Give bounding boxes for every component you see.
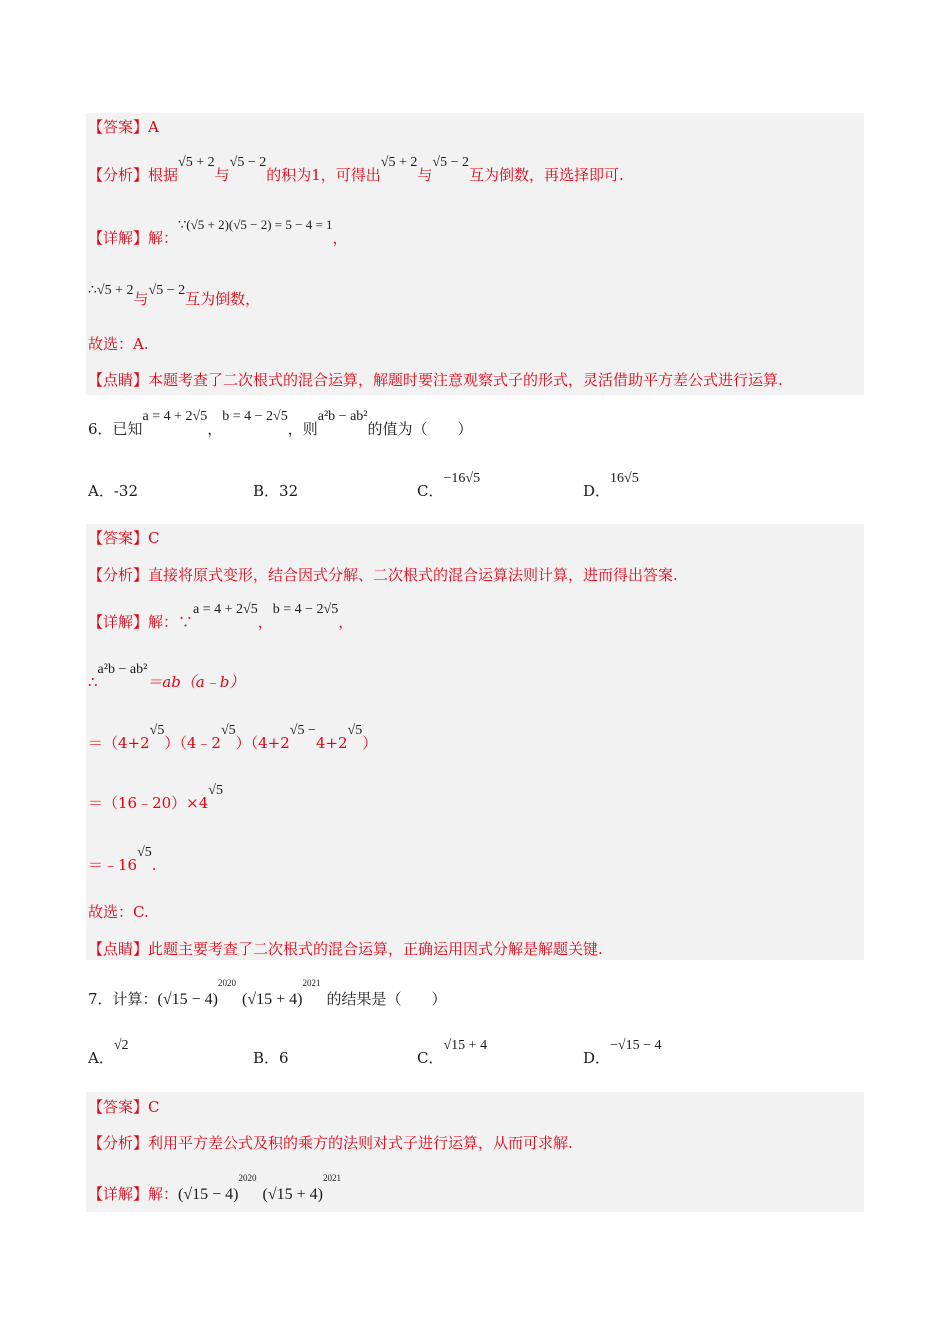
- q6-option-a: [88, 481, 138, 501]
- math-expr: √5 − 2: [148, 283, 186, 298]
- math-expr: (√15 − 4): [157, 991, 219, 1008]
- detail-text: 互为倒数，: [185, 290, 261, 308]
- q6-option-b: [253, 481, 298, 501]
- math-expr: √5 + 2: [178, 155, 215, 170]
- detail-text: 解：∵: [148, 613, 194, 631]
- analysis-text: 利用平方差公式及积的乘方的法则对式子进行运算，从而可求解.: [148, 1134, 573, 1152]
- q6-analysis: [88, 565, 678, 585]
- option-label: B．: [253, 482, 280, 500]
- option-value: -32: [113, 482, 138, 500]
- option-value: 32: [279, 482, 299, 500]
- option-label: B．: [253, 1049, 280, 1067]
- math-expr: a = 4 + 2√5: [193, 602, 258, 617]
- q7-option-d: [583, 1038, 662, 1070]
- math-expr: √5: [149, 723, 165, 738]
- q5-comment: [88, 370, 783, 390]
- detail-text: ＝（16﹣20）×4: [88, 794, 209, 812]
- detail-tag: 【详解】: [88, 613, 149, 631]
- math-expr: √5 − 2: [432, 155, 469, 170]
- detail-text: ＝ab（a﹣b）: [147, 673, 245, 691]
- math-expr: (√15 + 4): [242, 991, 303, 1008]
- detail-text: ）（4+2: [235, 734, 290, 752]
- q5-choose: 故选：A.: [88, 335, 149, 353]
- analysis-text: 的积为1，可得出: [266, 166, 381, 184]
- analysis-tag: 【分析】: [88, 1134, 149, 1152]
- math-expr: a²b − ab²: [317, 409, 368, 424]
- q6-step-3: [88, 783, 223, 815]
- answer-value: C: [148, 1098, 160, 1116]
- math-expr: √5: [220, 723, 236, 738]
- option-value: −16√5: [443, 471, 481, 486]
- option-value: −√15 − 4: [610, 1038, 662, 1053]
- q7-analysis: [88, 1133, 573, 1153]
- math-expr: √5 + 2: [380, 155, 418, 170]
- comment-text: 此题主要考查了二次根式的混合运算，正确运用因式分解是解题关键.: [148, 940, 603, 958]
- math-expr: a = 4 + 2√5: [142, 409, 208, 424]
- q7-option-a: [88, 1038, 129, 1070]
- comment-tag: 【点睛】: [88, 371, 149, 389]
- option-label: D．: [583, 1049, 611, 1067]
- detail-text: 解：: [148, 1185, 179, 1203]
- analysis-tag: 【分析】: [88, 166, 149, 184]
- math-exponent: 2021: [302, 978, 321, 988]
- question-text: 6．已知: [88, 420, 143, 438]
- answer-tag: 【答案】: [88, 529, 149, 547]
- q6-choose: 故选：C.: [88, 903, 149, 921]
- q5-therefore: [88, 283, 261, 311]
- answer-value: A: [148, 118, 159, 136]
- detail-text: ，: [332, 229, 348, 247]
- q6-detail: [88, 602, 354, 634]
- q6-comment: [88, 939, 603, 959]
- analysis-text: 与: [214, 166, 230, 184]
- detail-text: 与: [133, 290, 149, 308]
- detail-tag: 【详解】: [88, 1185, 149, 1203]
- q6-stem: [88, 409, 473, 441]
- answer-tag: 【答案】: [88, 118, 149, 136]
- question-text: 7．计算：: [88, 990, 158, 1008]
- math-expr: a²b − ab²: [97, 662, 148, 677]
- math-exponent: 2020: [238, 1173, 257, 1183]
- q6-option-d: [583, 471, 639, 503]
- detail-text: ，: [338, 613, 354, 631]
- q7-detail: [88, 1173, 341, 1205]
- math-expr: ∵(√5 + 2)(√5 − 2) = 5 − 4 = 1: [178, 217, 333, 232]
- math-exponent: 2021: [322, 1173, 341, 1183]
- q6-step-2: [88, 723, 378, 755]
- question-text: ，则: [287, 420, 318, 438]
- detail-tag: 【详解】: [88, 229, 149, 247]
- question-text: 的结果是（ ）: [326, 990, 447, 1008]
- option-value: √2: [113, 1038, 129, 1053]
- math-expr: √5 + 2: [96, 283, 134, 298]
- option-label: A．: [88, 1049, 114, 1067]
- q5-detail: [88, 217, 348, 249]
- therefore-symbol: ∴: [88, 673, 98, 691]
- math-expr: b = 4 − 2√5: [272, 602, 339, 617]
- math-exponent: 2020: [218, 978, 237, 988]
- option-label: D．: [583, 482, 611, 500]
- math-expr: (√15 + 4): [262, 1186, 323, 1203]
- comment-text: 本题考查了二次根式的混合运算，解题时要注意观察式子的形式，灵活借助平方差公式进行运算.: [148, 371, 783, 389]
- q7-option-c: [417, 1038, 488, 1070]
- option-value: √15 + 4: [443, 1038, 488, 1053]
- q6-option-c: [417, 471, 481, 503]
- detail-text: ＝（4+2: [88, 734, 150, 752]
- detail-text: .: [151, 856, 157, 874]
- math-expr: √5: [137, 845, 152, 860]
- math-expr: √5: [347, 723, 363, 738]
- q6-step-4: [88, 845, 157, 877]
- answer-value: C: [148, 529, 160, 547]
- math-expr: b = 4 − 2√5: [222, 409, 288, 424]
- q7-option-b: [253, 1048, 289, 1068]
- detail-text: ＝﹣16: [88, 856, 138, 874]
- analysis-text: 直接将原式变形，结合因式分解、二次根式的混合运算法则计算，进而得出答案.: [148, 566, 678, 584]
- option-value: 16√5: [610, 471, 639, 486]
- answer-tag: 【答案】: [88, 1098, 149, 1116]
- analysis-text: 根据: [148, 166, 179, 184]
- math-expr: √5: [208, 783, 223, 798]
- option-label: A．: [88, 482, 114, 500]
- question-text: 的值为（ ）: [367, 420, 473, 438]
- q6-answer: [88, 528, 160, 548]
- q5-answer: [88, 117, 159, 137]
- q5-analysis: [88, 155, 624, 187]
- therefore-symbol: ∴: [88, 283, 97, 298]
- analysis-tag: 【分析】: [88, 566, 149, 584]
- detail-text: 解：: [148, 229, 179, 247]
- detail-text: 4+2: [315, 734, 348, 752]
- detail-text: ，: [257, 613, 273, 631]
- analysis-text: 与: [417, 166, 433, 184]
- option-value: 6: [279, 1049, 289, 1067]
- comment-tag: 【点睛】: [88, 940, 149, 958]
- option-label: C．: [417, 482, 444, 500]
- detail-text: ）: [362, 734, 378, 752]
- math-expr: √5 − 2: [229, 155, 267, 170]
- q7-stem: [88, 978, 447, 1010]
- option-label: C．: [417, 1049, 444, 1067]
- math-expr: (√15 − 4): [178, 1186, 239, 1203]
- q7-answer: [88, 1097, 160, 1117]
- q6-step-1: [88, 662, 245, 694]
- detail-text: ）（4﹣2: [164, 734, 221, 752]
- question-text: ，: [207, 420, 223, 438]
- analysis-text: 互为倒数，再选择即可.: [468, 166, 624, 184]
- math-expr: √5 −: [289, 723, 316, 738]
